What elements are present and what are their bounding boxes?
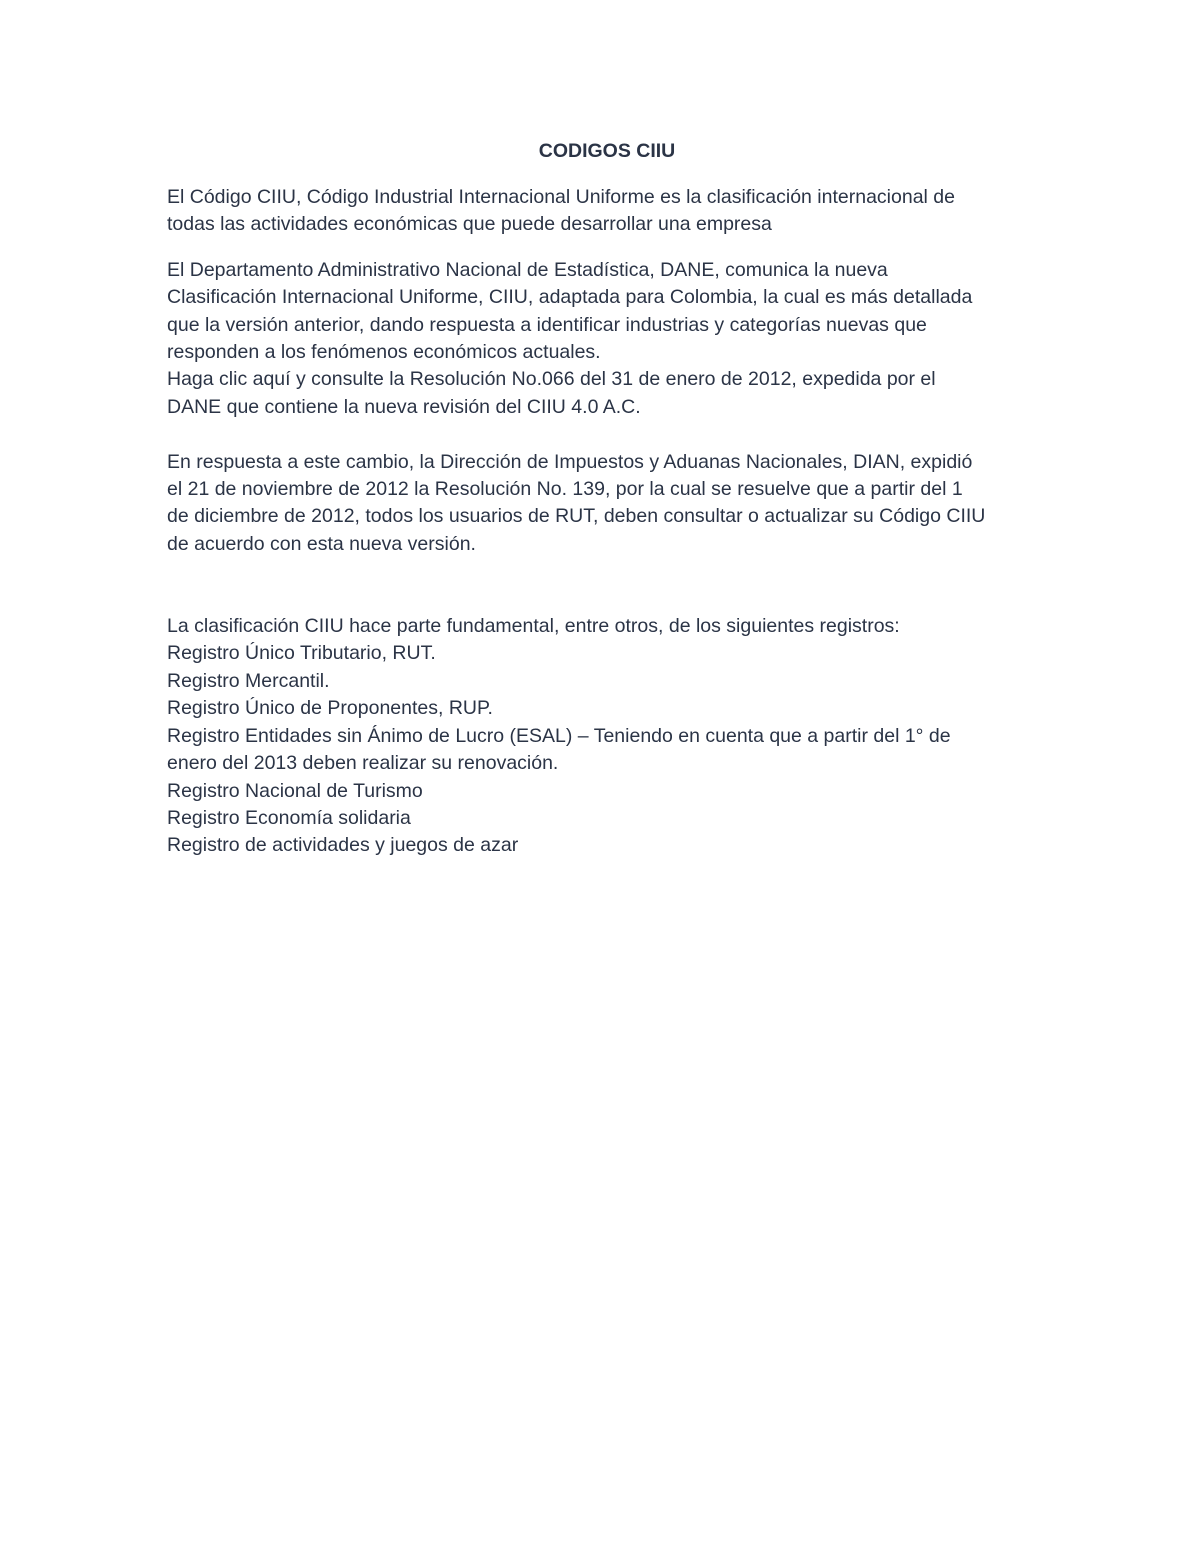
dian-line: el 21 de noviembre de 2012 la Resolución No. 139, por la cual se resuelve que a partir del 1 xyxy=(167,478,963,501)
dian-line: En respuesta a este cambio, la Dirección de Impuestos y Aduanas Nacionales, DIAN, expidió xyxy=(167,450,973,473)
dane-line: Clasificación Internacional Uniforme, CIIU, adaptada para Colombia, la cual es más detallada xyxy=(167,286,973,309)
dane-paragraph xyxy=(167,257,1047,421)
resolution-line: Haga clic aquí y consulte la Resolución No.066 del 31 de enero de 2012, expedida por el xyxy=(167,368,936,391)
registro-item: Registro Entidades sin Ánimo de Lucro (ESAL) – Teniendo en cuenta que a partir del 1° de xyxy=(167,724,951,747)
registro-item: Registro Economía solidaria xyxy=(167,806,411,829)
intro-paragraph xyxy=(167,184,1047,239)
document-title: CODIGOS CIIU xyxy=(538,140,676,162)
registro-item: enero del 2013 deben realizar su renovación. xyxy=(167,752,559,775)
paragraph-spacer xyxy=(167,421,1047,448)
dane-line: que la versión anterior, dando respuesta a identificar industrias y categorías nuevas que xyxy=(167,313,927,336)
resolution-line: DANE que contiene la nueva revisión del CIIU 4.0 A.C. xyxy=(167,395,641,418)
dane-line: responden a los fenómenos económicos actuales. xyxy=(167,341,601,364)
intro-line: todas las actividades económicas que puede desarrollar una empresa xyxy=(167,213,772,236)
registro-item: Registro de actividades y juegos de azar xyxy=(167,834,519,857)
registros-paragraph xyxy=(167,613,1047,860)
intro-line: El Código CIIU, Código Industrial Internacional Uniforme es la clasificación internacional de xyxy=(167,186,955,208)
dane-line: El Departamento Administrativo Nacional de Estadística, DANE, comunica la nueva xyxy=(167,258,888,281)
registro-item: Registro Mercantil. xyxy=(167,669,330,692)
dian-line: de diciembre de 2012, todos los usuarios de RUT, deben consultar o actualizar su Código CIIU xyxy=(167,505,986,528)
dian-line: de acuerdo con esta nueva versión. xyxy=(167,532,476,555)
dian-paragraph xyxy=(167,449,1047,559)
paragraph-spacer xyxy=(167,239,1047,257)
registros-intro-line: La clasificación CIIU hace parte fundamental, entre otros, de los siguientes registros: xyxy=(167,615,900,638)
registro-item: Registro Único Tributario, RUT. xyxy=(167,642,436,665)
registro-item: Registro Único de Proponentes, RUP. xyxy=(167,697,493,720)
document-body xyxy=(167,136,1047,860)
registro-item: Registro Nacional de Turismo xyxy=(167,779,423,802)
paragraph-spacer xyxy=(167,558,1047,613)
